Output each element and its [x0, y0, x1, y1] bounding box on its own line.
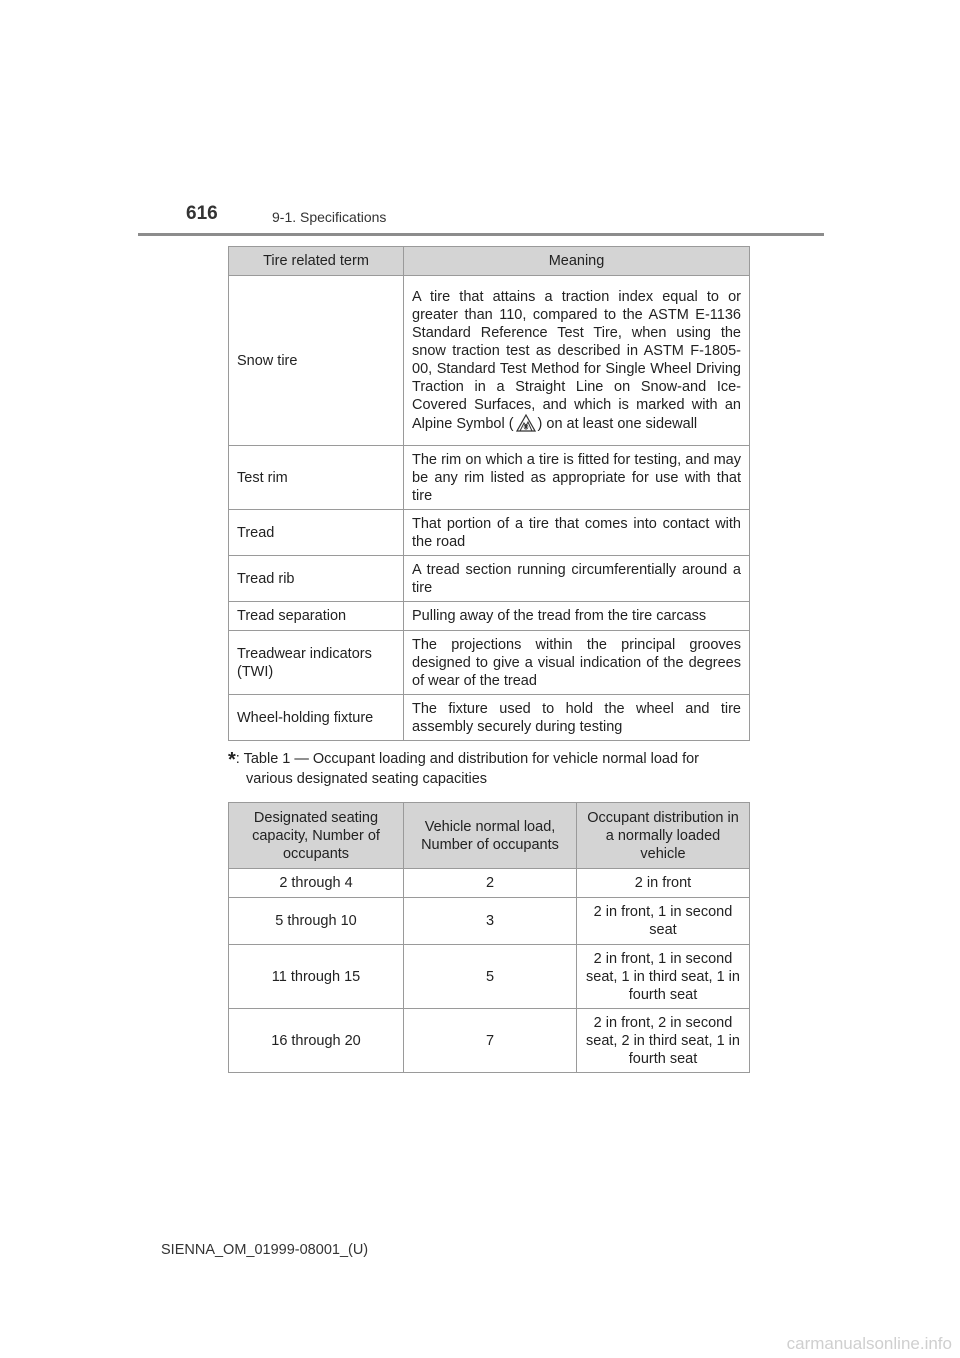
normal-load-cell: 2: [404, 869, 577, 898]
table-row: [229, 602, 750, 631]
seating-capacity-cell: 5 through 10: [229, 898, 404, 945]
column-header-seating-capacity: Designated seating capacity, Number of occupants: [229, 803, 404, 869]
term-cell: Wheel-holding fixture: [229, 695, 404, 741]
table-row: [229, 276, 750, 446]
meaning-cell: The projections within the principal grooves designed to give a visual indication of the degrees of wear of the tread: [404, 631, 750, 695]
normal-load-cell: 3: [404, 898, 577, 945]
tire-terms-table: [228, 246, 750, 741]
meaning-cell: That portion of a tire that comes into contact with the road: [404, 510, 750, 556]
table-row: [229, 898, 750, 945]
meaning-cell: The rim on which a tire is fitted for testing, and may be any rim listed as appropriate for use with that tire: [404, 446, 750, 510]
table-row: [229, 446, 750, 510]
distribution-cell: 2 in front: [577, 869, 750, 898]
table-row: [229, 631, 750, 695]
normal-load-cell: 5: [404, 945, 577, 1009]
table-header-row: [229, 803, 750, 869]
table-row: [229, 945, 750, 1009]
table-row: [229, 510, 750, 556]
term-cell: Tread separation: [229, 602, 404, 631]
footnote-line-2: various designated seating capacities: [246, 771, 488, 787]
watermark: carmanualsonline.info: [786, 1334, 952, 1353]
occupant-load-table: [228, 802, 750, 1073]
meaning-text: A tire that attains a traction index equal to or greater than 110, compared to the ASTM E-1136 Standard Reference Test Tire, when using the snow traction test as described in ASTM F-1805-00, Standard Test Method for Single Wheel Driving Traction in a Straight Line on Snow-and Ice-Covered Surfaces, and which is marked with an Alpine Symbol (: [412, 289, 741, 432]
footnote-line-1: : Table 1 — Occupant loading and distribution for vehicle normal load for: [235, 751, 699, 767]
column-header-term: Tire related term: [229, 247, 404, 276]
column-header-meaning: Meaning: [404, 247, 750, 276]
table-footnote: [228, 750, 752, 789]
term-cell: Snow tire: [229, 276, 404, 446]
meaning-text-after-icon: ) on at least one sidewall: [537, 416, 698, 432]
column-header-distribution: Occupant distribution in a normally loaded vehicle: [577, 803, 750, 869]
table-row: [229, 556, 750, 602]
term-cell: Tread: [229, 510, 404, 556]
alpine-symbol-icon: [516, 414, 536, 432]
normal-load-cell: 7: [404, 1009, 577, 1073]
seating-capacity-cell: 16 through 20: [229, 1009, 404, 1073]
document-code: SIENNA_OM_01999-08001_(U): [161, 1242, 369, 1258]
page-number: 616: [186, 203, 218, 224]
distribution-cell: 2 in front, 1 in second seat: [577, 898, 750, 945]
term-cell: Test rim: [229, 446, 404, 510]
footnote-marker: *: [228, 749, 236, 771]
term-cell: Treadwear indicators (TWI): [229, 631, 404, 695]
column-header-normal-load: Vehicle normal load, Number of occupants: [404, 803, 577, 869]
distribution-cell: 2 in front, 2 in second seat, 2 in third seat, 1 in fourth seat: [577, 1009, 750, 1073]
seating-capacity-cell: 2 through 4: [229, 869, 404, 898]
page-header: [138, 203, 824, 235]
table-row: [229, 869, 750, 898]
meaning-cell: The fixture used to hold the wheel and tire assembly securely during testing: [404, 695, 750, 741]
header-divider: [138, 233, 824, 236]
section-title: 9-1. Specifications: [272, 209, 387, 225]
meaning-cell: A tread section running circumferentially around a tire: [404, 556, 750, 602]
table-row: [229, 695, 750, 741]
meaning-cell: [404, 276, 750, 446]
seating-capacity-cell: 11 through 15: [229, 945, 404, 1009]
table-header-row: [229, 247, 750, 276]
distribution-cell: 2 in front, 1 in second seat, 1 in third seat, 1 in fourth seat: [577, 945, 750, 1009]
table-row: [229, 1009, 750, 1073]
term-cell: Tread rib: [229, 556, 404, 602]
meaning-cell: Pulling away of the tread from the tire carcass: [404, 602, 750, 631]
